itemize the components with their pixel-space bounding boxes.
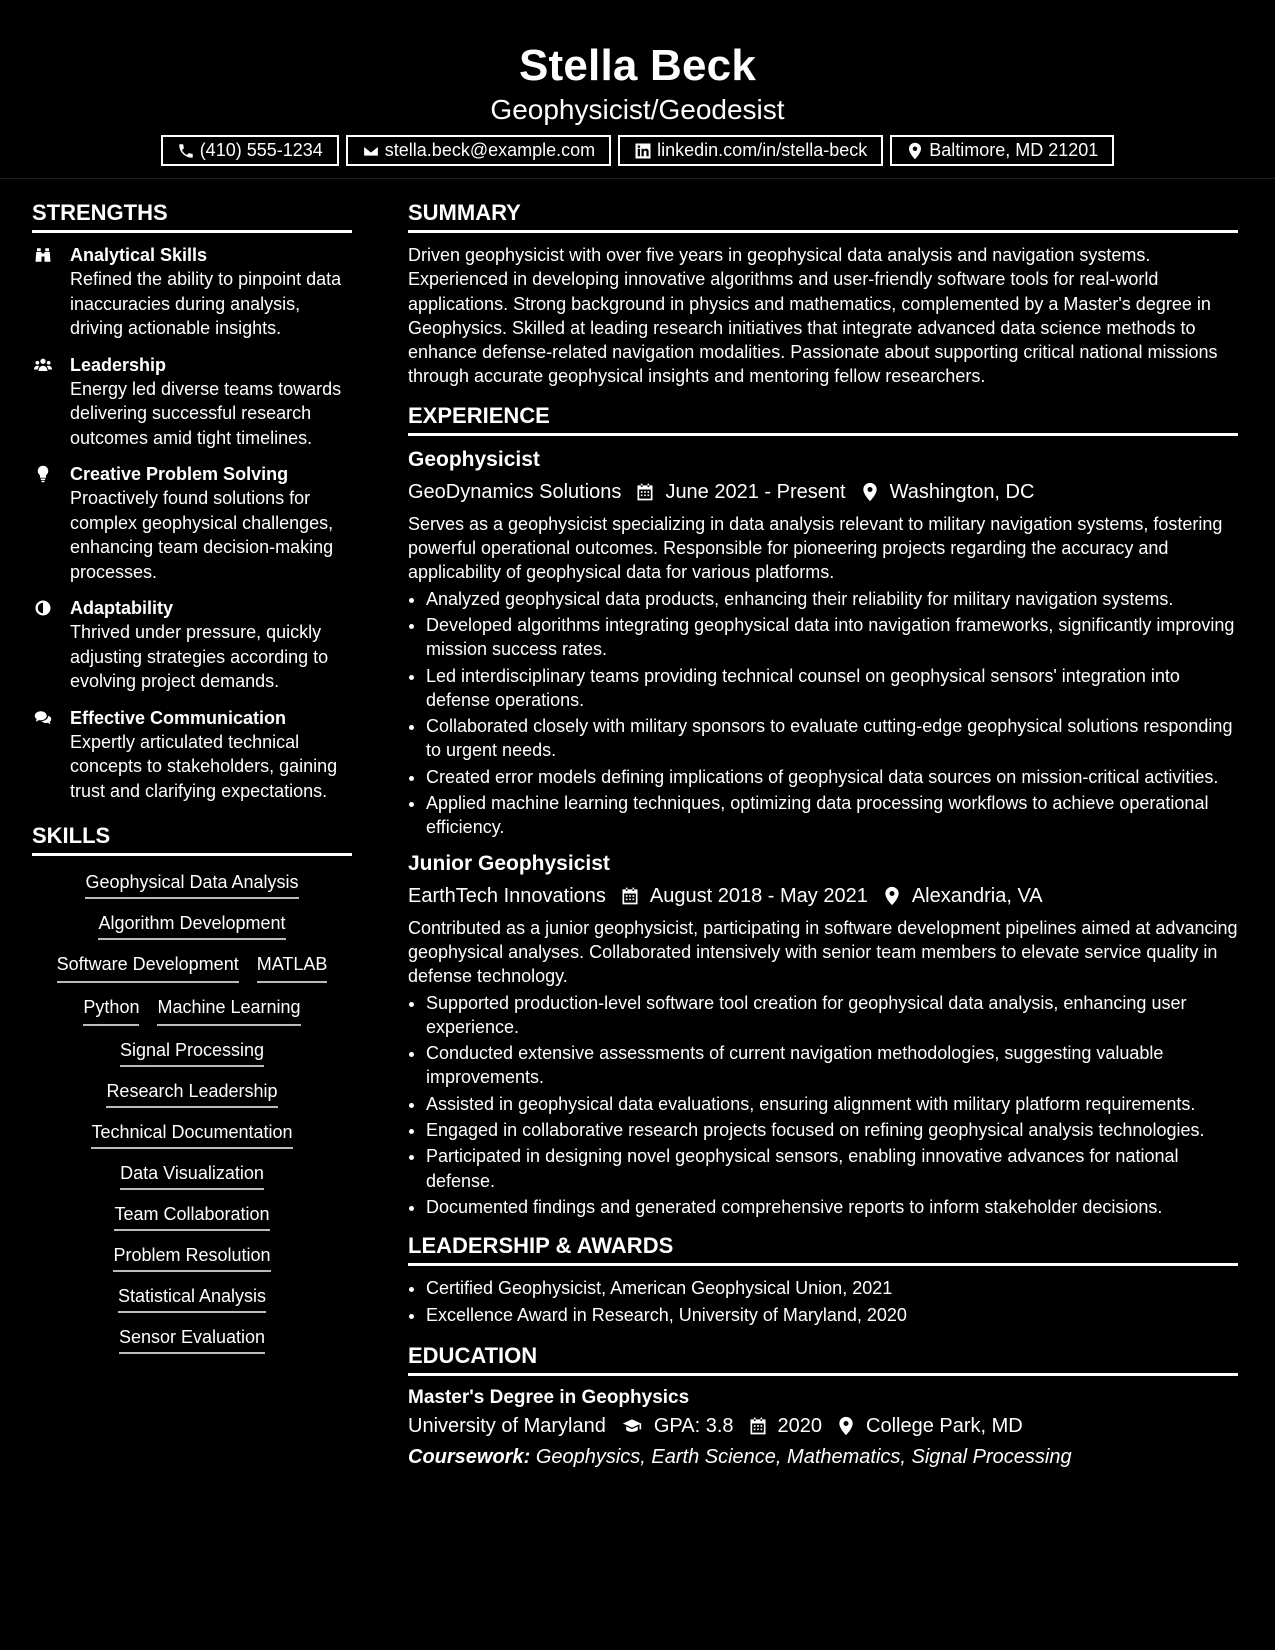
graduation-year: 2020 bbox=[777, 1414, 823, 1437]
job-bullet: • Applied machine learning techniques, optimizing data processing workflows to achieve operational efficiency. bbox=[426, 791, 1238, 840]
degree-title: Master's Degree in Geophysics bbox=[408, 1386, 690, 1408]
skill-tag: Python bbox=[83, 995, 139, 1026]
strength-desc: Refined the ability to pinpoint data inaccuracies during analysis, driving actionable insights. bbox=[70, 269, 342, 338]
lightbulb-icon bbox=[32, 465, 54, 483]
map-marker-icon bbox=[860, 482, 880, 502]
coursework-label: Coursework: bbox=[408, 1445, 531, 1468]
linkedin-icon bbox=[634, 142, 652, 160]
awards-list bbox=[408, 1276, 1238, 1327]
strength-title: Leadership bbox=[70, 354, 167, 375]
envelope-icon bbox=[362, 142, 380, 160]
job-dates: August 2018 - May 2021 bbox=[649, 884, 868, 907]
award-item: • Certified Geophysicist, American Geophysical Union, 2021 bbox=[426, 1276, 1238, 1300]
job-description: Serves as a geophysicist specializing in data analysis relevant to military navigation systems, fostering powerful operational outcomes. Responsible for pioneering projects regarding the accuracy and applicability of geophysical data for various platforms. bbox=[408, 513, 1223, 583]
coursework-list: Geophysics, Earth Science, Mathematics, Signal Processing bbox=[535, 1445, 1072, 1468]
adjust-icon bbox=[32, 599, 54, 617]
calendar-icon bbox=[620, 886, 640, 906]
job-bullets bbox=[408, 587, 1238, 840]
strength-item bbox=[32, 353, 352, 451]
job-title: Geophysicist bbox=[408, 447, 540, 471]
strength-desc: Proactively found solutions for complex geophysical challenges, enhancing team decision-making processes. bbox=[70, 488, 334, 582]
calendar-icon bbox=[748, 1416, 768, 1436]
job-bullet: • Participated in designing novel geophysical sensors, enabling innovative advances for national defense. bbox=[426, 1144, 1238, 1193]
skill-tag: Data Visualization bbox=[120, 1163, 264, 1190]
school-name: University of Maryland bbox=[408, 1414, 606, 1437]
skill-tag: Team Collaboration bbox=[114, 1204, 269, 1231]
strength-item bbox=[32, 243, 352, 341]
map-marker-icon bbox=[906, 142, 924, 160]
map-marker-icon bbox=[836, 1416, 856, 1436]
skill-tag: Signal Processing bbox=[120, 1040, 264, 1067]
contact-phone[interactable] bbox=[161, 135, 339, 166]
job-bullets bbox=[408, 991, 1238, 1220]
job-meta bbox=[408, 478, 1238, 506]
education-heading: EDUCATION bbox=[408, 1343, 1238, 1376]
strength-item bbox=[32, 462, 352, 584]
job-bullet: • Analyzed geophysical data products, enhancing their reliability for military navigation systems. bbox=[426, 587, 1238, 611]
map-marker-icon bbox=[882, 886, 902, 906]
contact-location-text: Baltimore, MD 21201 bbox=[929, 140, 1099, 160]
graduation-cap-icon bbox=[620, 1416, 644, 1436]
strength-title: Creative Problem Solving bbox=[70, 464, 289, 484]
skill-tag: Machine Learning bbox=[157, 995, 300, 1026]
experience-heading: EXPERIENCE bbox=[408, 403, 1238, 436]
users-icon bbox=[32, 356, 54, 374]
candidate-title: Geophysicist/Geodesist bbox=[490, 94, 785, 125]
job-title: Junior Geophysicist bbox=[408, 851, 610, 875]
right-column bbox=[408, 200, 1238, 1471]
summary-heading: SUMMARY bbox=[408, 200, 1238, 233]
strength-title: Effective Communication bbox=[70, 707, 287, 728]
contact-email[interactable] bbox=[346, 135, 611, 166]
job-location: Alexandria, VA bbox=[911, 884, 1043, 907]
left-column bbox=[32, 200, 352, 1471]
skill-tag: Problem Resolution bbox=[113, 1245, 270, 1272]
job-bullet: • Supported production-level software tool creation for geophysical data analysis, enhancing user experience. bbox=[426, 991, 1238, 1040]
job-bullet: • Collaborated closely with military sponsors to evaluate cutting-edge geophysical solutions responding to urgent needs. bbox=[426, 714, 1238, 763]
phone-icon bbox=[177, 142, 195, 160]
contact-phone-text: (410) 555-1234 bbox=[199, 140, 323, 160]
job-entry bbox=[408, 446, 1238, 840]
comments-icon bbox=[32, 709, 54, 727]
skill-tag: Algorithm Development bbox=[98, 913, 285, 940]
skill-tag: Research Leadership bbox=[106, 1081, 277, 1108]
binoculars-icon bbox=[32, 246, 54, 264]
gpa: GPA: 3.8 bbox=[653, 1414, 734, 1437]
job-meta bbox=[408, 882, 1238, 910]
skill-tag: Statistical Analysis bbox=[118, 1286, 266, 1313]
strength-desc: Thrived under pressure, quickly adjusting strategies according to evolving project demands. bbox=[70, 622, 329, 691]
education-meta bbox=[408, 1412, 1238, 1440]
skill-tag: Software Development bbox=[57, 952, 239, 983]
job-description: Contributed as a junior geophysicist, participating in software development pipelines aimed at advancing geophysical analyses. Collaborated intensively with senior team members to elevate service quality in defense technology. bbox=[408, 917, 1238, 987]
resume-body bbox=[0, 200, 1275, 1471]
strength-item bbox=[32, 706, 352, 804]
coursework bbox=[408, 1443, 1238, 1471]
contact-linkedin-text: linkedin.com/in/stella-beck bbox=[657, 140, 868, 160]
candidate-name: Stella Beck bbox=[518, 41, 756, 90]
job-bullet: • Conducted extensive assessments of current navigation methodologies, suggesting valuable improvements. bbox=[426, 1041, 1238, 1090]
job-entry bbox=[408, 850, 1238, 1220]
job-company: EarthTech Innovations bbox=[408, 884, 606, 907]
strength-item bbox=[32, 596, 352, 694]
skill-tag: MATLAB bbox=[257, 952, 328, 983]
calendar-icon bbox=[635, 482, 655, 502]
awards-heading: LEADERSHIP & AWARDS bbox=[408, 1233, 1238, 1266]
contact-bar bbox=[0, 135, 1275, 166]
job-location: Washington, DC bbox=[889, 480, 1035, 503]
job-bullet: • Created error models defining implications of geophysical data sources on mission-critical activities. bbox=[426, 765, 1238, 789]
resume-header bbox=[0, 0, 1275, 179]
strengths-heading: STRENGTHS bbox=[32, 200, 352, 233]
skill-tag: Geophysical Data Analysis bbox=[85, 872, 298, 899]
contact-linkedin[interactable] bbox=[618, 135, 883, 166]
strength-desc: Expertly articulated technical concepts to stakeholders, gaining trust and clarifying expectations. bbox=[70, 731, 338, 801]
job-bullet: • Developed algorithms integrating geophysical data into navigation frameworks, significantly improving mission success rates. bbox=[426, 613, 1238, 662]
job-company: GeoDynamics Solutions bbox=[408, 480, 622, 503]
contact-location[interactable] bbox=[890, 135, 1114, 166]
award-item: • Excellence Award in Research, University of Maryland, 2020 bbox=[426, 1303, 1238, 1327]
job-dates: June 2021 - Present bbox=[665, 480, 846, 503]
job-bullet: • Engaged in collaborative research projects focused on refining geophysical analysis technologies. bbox=[426, 1118, 1238, 1142]
school-location: College Park, MD bbox=[866, 1414, 1023, 1437]
skill-tag: Technical Documentation bbox=[91, 1122, 292, 1149]
skills-heading: SKILLS bbox=[32, 823, 352, 856]
job-bullet: • Documented findings and generated comprehensive reports to inform stakeholder decisions. bbox=[426, 1195, 1238, 1219]
contact-email-text: stella.beck@example.com bbox=[384, 140, 596, 160]
strength-desc: Energy led diverse teams towards delivering successful research outcomes amid tight timelines. bbox=[70, 378, 342, 448]
strength-title: Adaptability bbox=[70, 598, 174, 618]
summary-text: Driven geophysicist with over five years in geophysical data analysis and navigation systems. Experienced in developing innovative algorithms and user-friendly software tools for real-world applications. Strong background in physics and mathematics, complemented by a Master's degree in Geophysics. Skilled at leading research initiatives that integrate advanced data science methods to enhance defense-related navigation modalities. Passionate about supporting critical national missions through accurate geophysical insights and mentoring fellow researchers. bbox=[408, 245, 1218, 387]
job-bullet: • Assisted in geophysical data evaluations, ensuring alignment with military platform requirements. bbox=[426, 1092, 1238, 1116]
skill-tag: Sensor Evaluation bbox=[119, 1327, 265, 1354]
job-bullet: • Led interdisciplinary teams providing technical counsel on geophysical sensors' integration into defense operations. bbox=[426, 664, 1238, 713]
strength-title: Analytical Skills bbox=[70, 245, 208, 265]
skills-list bbox=[32, 866, 352, 1354]
